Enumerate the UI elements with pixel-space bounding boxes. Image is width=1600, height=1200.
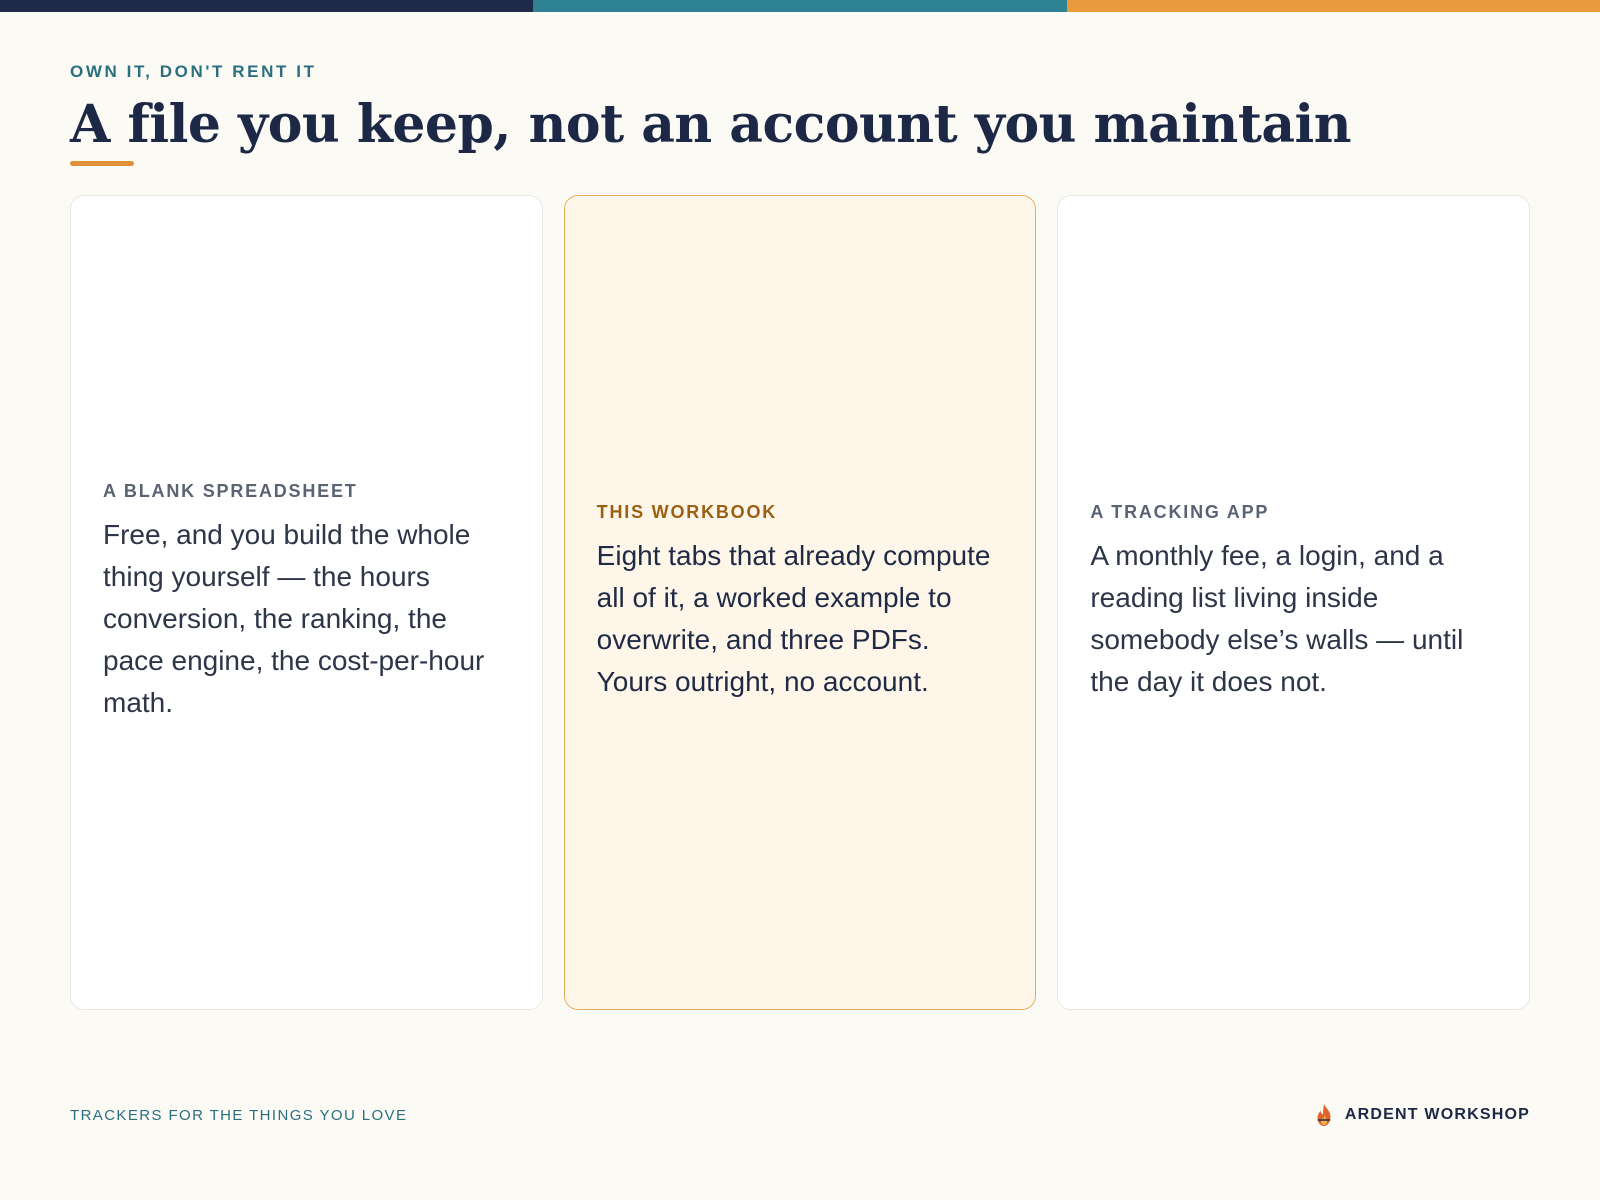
- eyebrow-text: OWN IT, DON'T RENT IT: [70, 62, 317, 81]
- footer-tagline: TRACKERS FOR THE THINGS YOU LOVE: [70, 1107, 408, 1124]
- card-body: Eight tabs that already compute all of it, a worked example to overwrite, and three PDFs. Yours outright, no account.: [596, 540, 991, 697]
- page-title: A file you keep, not an account you maintain: [70, 94, 1352, 155]
- top-accent-bar: [0, 0, 1600, 12]
- brand-name: ARDENT WORKSHOP: [1344, 1106, 1530, 1123]
- card-body: A monthly fee, a login, and a reading list living inside somebody else’s walls — until the day it does not.: [1090, 540, 1464, 697]
- title-underline: [70, 161, 134, 166]
- comparison-cards: [70, 195, 1530, 1010]
- card-tracking-app: [1057, 195, 1530, 1010]
- card-label: THIS WORKBOOK: [596, 502, 778, 522]
- footer-brand: [1313, 1103, 1530, 1127]
- card-body: Free, and you build the whole thing yourself — the hours conversion, the ranking, the pace engine, the cost-per-hour math.: [103, 519, 485, 718]
- card-label: A BLANK SPREADSHEET: [103, 481, 358, 501]
- card-blank-spreadsheet: [70, 195, 543, 1010]
- top-bar-teal: [533, 0, 1066, 12]
- flame-icon: [1313, 1103, 1335, 1127]
- card-label: A TRACKING APP: [1090, 502, 1270, 522]
- top-bar-navy: [0, 0, 533, 12]
- top-bar-orange: [1067, 0, 1600, 12]
- card-this-workbook: [564, 195, 1037, 1010]
